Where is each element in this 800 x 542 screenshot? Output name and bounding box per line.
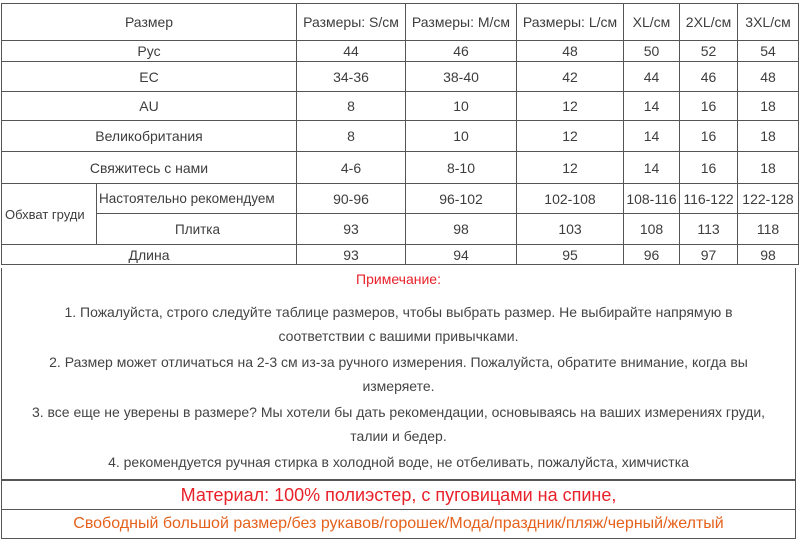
table-cell: 46 bbox=[406, 41, 517, 62]
header-3xl: 3XL/см bbox=[738, 4, 799, 41]
table-cell: 52 bbox=[680, 41, 738, 62]
row-label-length: Длина bbox=[2, 245, 297, 265]
table-cell: 44 bbox=[297, 41, 406, 62]
table-cell: 14 bbox=[624, 152, 680, 184]
note-line: 3. все еще не уверены в размере? Мы хотели бы дать рекомендации, основываясь на ваших измерениях груди, bbox=[31, 404, 766, 420]
note-item bbox=[2, 450, 795, 474]
note-item bbox=[2, 400, 795, 448]
table-cell: 16 bbox=[680, 121, 738, 152]
table-cell: 8 bbox=[297, 92, 406, 121]
note-item bbox=[2, 300, 795, 348]
table-cell: 118 bbox=[738, 214, 799, 245]
table-cell: 4-6 bbox=[297, 152, 406, 184]
table-row bbox=[2, 62, 799, 92]
table-row bbox=[2, 92, 799, 121]
bust-row-label-recommended: Настоятельно рекомендуем bbox=[97, 184, 297, 214]
table-row bbox=[2, 214, 799, 245]
note-line: 1. Пожалуйста, строго следуйте таблице размеров, чтобы выбрать размер. Не выбирайте напрямую в bbox=[64, 304, 733, 320]
header-row bbox=[2, 4, 799, 41]
table-cell: 108-116 bbox=[624, 184, 680, 214]
table-cell: 10 bbox=[406, 92, 517, 121]
size-table bbox=[1, 3, 799, 265]
material-line: Материал: 100% полиэстер, с пуговицами на спине, bbox=[1, 480, 796, 510]
tags-line: Свободный большой размер/без рукавов/горошек/Мода/праздник/пляж/черный/желтый bbox=[1, 509, 796, 539]
table-cell: 54 bbox=[738, 41, 799, 62]
note-line: 4. рекомендуется ручная стирка в холодной воде, не отбеливать, пожалуйста, химчистка bbox=[108, 454, 689, 470]
bust-row-label-tile: Плитка bbox=[97, 214, 297, 245]
table-cell: 97 bbox=[680, 245, 738, 265]
header-xl: XL/см bbox=[624, 4, 680, 41]
table-cell: 10 bbox=[406, 121, 517, 152]
table-cell: 116-122 bbox=[680, 184, 738, 214]
table-row bbox=[2, 152, 799, 184]
header-m: Размеры: M/см bbox=[406, 4, 517, 41]
table-cell: 48 bbox=[738, 62, 799, 92]
table-cell: 94 bbox=[406, 245, 517, 265]
table-cell: 46 bbox=[680, 62, 738, 92]
header-2xl: 2XL/см bbox=[680, 4, 738, 41]
table-cell: 93 bbox=[297, 245, 406, 265]
notes-title: Примечание: bbox=[356, 271, 441, 287]
table-cell: 12 bbox=[517, 152, 624, 184]
table-row bbox=[2, 121, 799, 152]
row-label-ec: EC bbox=[2, 62, 297, 92]
table-cell: 42 bbox=[517, 62, 624, 92]
note-line: измеряете. bbox=[362, 378, 435, 394]
table-cell: 95 bbox=[517, 245, 624, 265]
table-cell: 38-40 bbox=[406, 62, 517, 92]
table-cell: 12 bbox=[517, 121, 624, 152]
table-row bbox=[2, 245, 799, 265]
table-cell: 103 bbox=[517, 214, 624, 245]
row-label-rus: Рус bbox=[2, 41, 297, 62]
note-line: 2. Размер может отличаться на 2-3 см из-за ручного измерения. Пожалуйста, обратите внимание, когда вы bbox=[49, 354, 748, 370]
table-cell: 93 bbox=[297, 214, 406, 245]
table-cell: 8 bbox=[297, 121, 406, 152]
table-cell: 8-10 bbox=[406, 152, 517, 184]
table-cell: 96 bbox=[624, 245, 680, 265]
table-cell: 34-36 bbox=[297, 62, 406, 92]
bust-group-label: Обхват груди bbox=[2, 184, 97, 245]
table-cell: 98 bbox=[738, 245, 799, 265]
table-cell: 14 bbox=[624, 121, 680, 152]
table-cell: 44 bbox=[624, 62, 680, 92]
table-cell: 48 bbox=[517, 41, 624, 62]
header-l: Размеры: L/см bbox=[517, 4, 624, 41]
table-cell: 16 bbox=[680, 152, 738, 184]
table-cell: 50 bbox=[624, 41, 680, 62]
table-cell: 122-128 bbox=[738, 184, 799, 214]
table-cell: 12 bbox=[517, 92, 624, 121]
header-s: Размеры: S/см bbox=[297, 4, 406, 41]
table-cell: 113 bbox=[680, 214, 738, 245]
notes-box bbox=[1, 268, 796, 480]
table-cell: 98 bbox=[406, 214, 517, 245]
table-cell: 18 bbox=[738, 92, 799, 121]
table-cell: 18 bbox=[738, 152, 799, 184]
note-line: соответствии с вашими привычками. bbox=[278, 328, 519, 344]
table-cell: 96-102 bbox=[406, 184, 517, 214]
table-cell: 16 bbox=[680, 92, 738, 121]
table-cell: 108 bbox=[624, 214, 680, 245]
row-label-au: AU bbox=[2, 92, 297, 121]
size-header-cell: Размер bbox=[2, 4, 297, 41]
table-row bbox=[2, 41, 799, 62]
row-label-contact: Свяжитесь с нами bbox=[2, 152, 297, 184]
table-cell: 102-108 bbox=[517, 184, 624, 214]
table-cell: 90-96 bbox=[297, 184, 406, 214]
table-row bbox=[2, 184, 799, 214]
note-line: талии и бедер. bbox=[350, 428, 447, 444]
note-item bbox=[2, 350, 795, 398]
row-label-uk: Великобритания bbox=[2, 121, 297, 152]
table-cell: 14 bbox=[624, 92, 680, 121]
table-cell: 18 bbox=[738, 121, 799, 152]
